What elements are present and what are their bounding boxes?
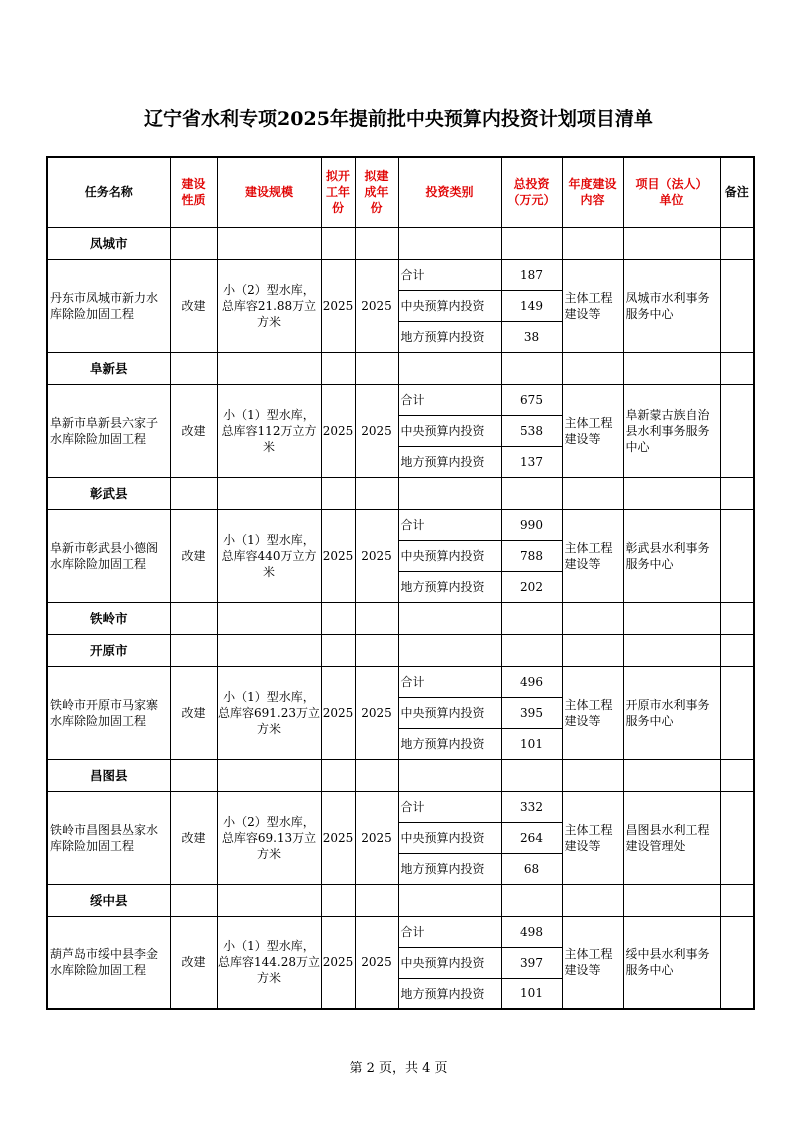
header-start-year: 拟开 工年 份 [321,157,355,227]
investment-type: 中央预算内投资 [398,822,501,853]
investment-amount: 101 [501,728,562,759]
empty-cell [623,759,720,791]
empty-cell [562,602,623,634]
empty-cell [501,759,562,791]
start-year: 2025 [321,259,355,352]
empty-cell [562,884,623,916]
empty-cell [170,759,217,791]
construction-scale: 小（2）型水库，总库容21.88万立方米 [217,259,321,352]
region-name: 凤城市 [47,227,170,259]
investment-type: 中央预算内投资 [398,290,501,321]
empty-cell [720,884,754,916]
investment-amount: 788 [501,540,562,571]
construction-nature: 改建 [170,384,217,477]
finish-year: 2025 [355,259,398,352]
empty-cell [217,759,321,791]
empty-cell [355,884,398,916]
construction-nature: 改建 [170,259,217,352]
construction-nature: 改建 [170,916,217,1009]
construction-scale: 小（1）型水库，总库容144.28万立方米 [217,916,321,1009]
header-investment-type: 投资类别 [398,157,501,227]
empty-cell [170,352,217,384]
empty-cell [321,602,355,634]
investment-amount: 149 [501,290,562,321]
note-cell [720,259,754,352]
empty-cell [720,352,754,384]
legal-unit: 绥中县水利事务服务中心 [623,916,720,1009]
empty-cell [720,634,754,666]
start-year: 2025 [321,509,355,602]
empty-cell [321,884,355,916]
empty-cell [623,602,720,634]
construction-nature: 改建 [170,509,217,602]
investment-type: 合计 [398,384,501,415]
empty-cell [398,634,501,666]
legal-unit: 昌图县水利工程建设管理处 [623,791,720,884]
investment-type: 中央预算内投资 [398,947,501,978]
construction-scale: 小（1）型水库，总库容112万立方米 [217,384,321,477]
header-scale: 建设规模 [217,157,321,227]
note-cell [720,916,754,1009]
empty-cell [720,602,754,634]
empty-cell [170,227,217,259]
finish-year: 2025 [355,509,398,602]
empty-cell [501,227,562,259]
legal-unit: 凤城市水利事务服务中心 [623,259,720,352]
investment-amount: 990 [501,509,562,540]
construction-scale: 小（1）型水库，总库容440万立方米 [217,509,321,602]
empty-cell [398,352,501,384]
investment-amount: 397 [501,947,562,978]
empty-cell [355,634,398,666]
empty-cell [321,759,355,791]
finish-year: 2025 [355,791,398,884]
header-row [47,157,754,227]
empty-cell [623,477,720,509]
empty-cell [217,477,321,509]
region-row [47,352,754,384]
empty-cell [355,352,398,384]
investment-amount: 101 [501,978,562,1009]
annual-content: 主体工程建设等 [562,916,623,1009]
region-name: 昌图县 [47,759,170,791]
annual-content: 主体工程建设等 [562,259,623,352]
investment-type: 地方预算内投资 [398,446,501,477]
empty-cell [321,634,355,666]
empty-cell [398,884,501,916]
investment-amount: 38 [501,321,562,352]
investment-type: 中央预算内投资 [398,697,501,728]
empty-cell [562,634,623,666]
empty-cell [321,352,355,384]
construction-nature: 改建 [170,791,217,884]
empty-cell [562,352,623,384]
empty-cell [217,884,321,916]
empty-cell [170,477,217,509]
task-name: 铁岭市开原市马家寨水库除险加固工程 [47,666,170,759]
table-row [47,791,754,822]
header-annual-content: 年度建设 内容 [562,157,623,227]
empty-cell [623,227,720,259]
legal-unit: 彰武县水利事务服务中心 [623,509,720,602]
empty-cell [321,227,355,259]
investment-type: 地方预算内投资 [398,853,501,884]
table-row [47,384,754,415]
empty-cell [355,602,398,634]
task-name: 葫芦岛市绥中县李金水库除险加固工程 [47,916,170,1009]
investment-type: 中央预算内投资 [398,540,501,571]
empty-cell [398,602,501,634]
page-title: 辽宁省水利专项2025年提前批中央预算内投资计划项目清单 [144,108,653,130]
investment-type: 合计 [398,259,501,290]
empty-cell [562,759,623,791]
region-row [47,602,754,634]
region-row [47,477,754,509]
empty-cell [623,634,720,666]
region-row [47,884,754,916]
region-name: 阜新县 [47,352,170,384]
empty-cell [501,602,562,634]
header-legal-unit: 项目（法人） 单位 [623,157,720,227]
investment-amount: 675 [501,384,562,415]
note-cell [720,791,754,884]
header-note: 备注 [720,157,754,227]
empty-cell [170,602,217,634]
finish-year: 2025 [355,384,398,477]
investment-amount: 498 [501,916,562,947]
empty-cell [321,477,355,509]
investment-type: 合计 [398,666,501,697]
investment-amount: 202 [501,571,562,602]
annual-content: 主体工程建设等 [562,509,623,602]
region-name: 开原市 [47,634,170,666]
project-table [46,156,755,1010]
header-nature: 建设 性质 [170,157,217,227]
empty-cell [562,477,623,509]
header-total-investment: 总投资 （万元） [501,157,562,227]
empty-cell [623,352,720,384]
construction-nature: 改建 [170,666,217,759]
investment-type: 地方预算内投资 [398,321,501,352]
investment-type: 合计 [398,791,501,822]
investment-amount: 538 [501,415,562,446]
investment-type: 地方预算内投资 [398,978,501,1009]
table-row [47,666,754,697]
investment-amount: 395 [501,697,562,728]
header-task: 任务名称 [47,157,170,227]
region-name: 绥中县 [47,884,170,916]
empty-cell [355,477,398,509]
region-name: 铁岭市 [47,602,170,634]
task-name: 阜新市彰武县小德阁水库除险加固工程 [47,509,170,602]
investment-type: 合计 [398,509,501,540]
empty-cell [217,227,321,259]
investment-type: 中央预算内投资 [398,415,501,446]
empty-cell [398,477,501,509]
investment-amount: 68 [501,853,562,884]
empty-cell [217,634,321,666]
annual-content: 主体工程建设等 [562,384,623,477]
annual-content: 主体工程建设等 [562,666,623,759]
table-row [47,916,754,947]
start-year: 2025 [321,666,355,759]
empty-cell [562,227,623,259]
empty-cell [355,759,398,791]
construction-scale: 小（1）型水库，总库容691.23万立方米 [217,666,321,759]
note-cell [720,509,754,602]
region-row [47,634,754,666]
start-year: 2025 [321,916,355,1009]
investment-type: 合计 [398,916,501,947]
finish-year: 2025 [355,666,398,759]
page-footer: 第 2 页，共 4 页 [349,1061,448,1076]
empty-cell [398,227,501,259]
investment-type: 地方预算内投资 [398,728,501,759]
finish-year: 2025 [355,916,398,1009]
note-cell [720,384,754,477]
table-row [47,509,754,540]
empty-cell [501,884,562,916]
empty-cell [501,634,562,666]
empty-cell [623,884,720,916]
empty-cell [355,227,398,259]
region-row [47,759,754,791]
task-name: 阜新市阜新县六家子水库除险加固工程 [47,384,170,477]
empty-cell [217,602,321,634]
empty-cell [398,759,501,791]
annual-content: 主体工程建设等 [562,791,623,884]
investment-amount: 496 [501,666,562,697]
construction-scale: 小（2）型水库，总库容69.13万立方米 [217,791,321,884]
region-row [47,227,754,259]
legal-unit: 阜新蒙古族自治县水利事务服务中心 [623,384,720,477]
investment-type: 地方预算内投资 [398,571,501,602]
investment-amount: 187 [501,259,562,290]
header-finish-year: 拟建 成年 份 [355,157,398,227]
empty-cell [170,634,217,666]
empty-cell [720,759,754,791]
note-cell [720,666,754,759]
task-name: 铁岭市昌图县丛家水库除险加固工程 [47,791,170,884]
investment-amount: 137 [501,446,562,477]
table-row [47,259,754,290]
region-name: 彰武县 [47,477,170,509]
start-year: 2025 [321,791,355,884]
empty-cell [170,884,217,916]
empty-cell [720,477,754,509]
empty-cell [720,227,754,259]
investment-amount: 264 [501,822,562,853]
legal-unit: 开原市水利事务服务中心 [623,666,720,759]
investment-amount: 332 [501,791,562,822]
empty-cell [217,352,321,384]
task-name: 丹东市凤城市新力水库除险加固工程 [47,259,170,352]
empty-cell [501,477,562,509]
empty-cell [501,352,562,384]
start-year: 2025 [321,384,355,477]
